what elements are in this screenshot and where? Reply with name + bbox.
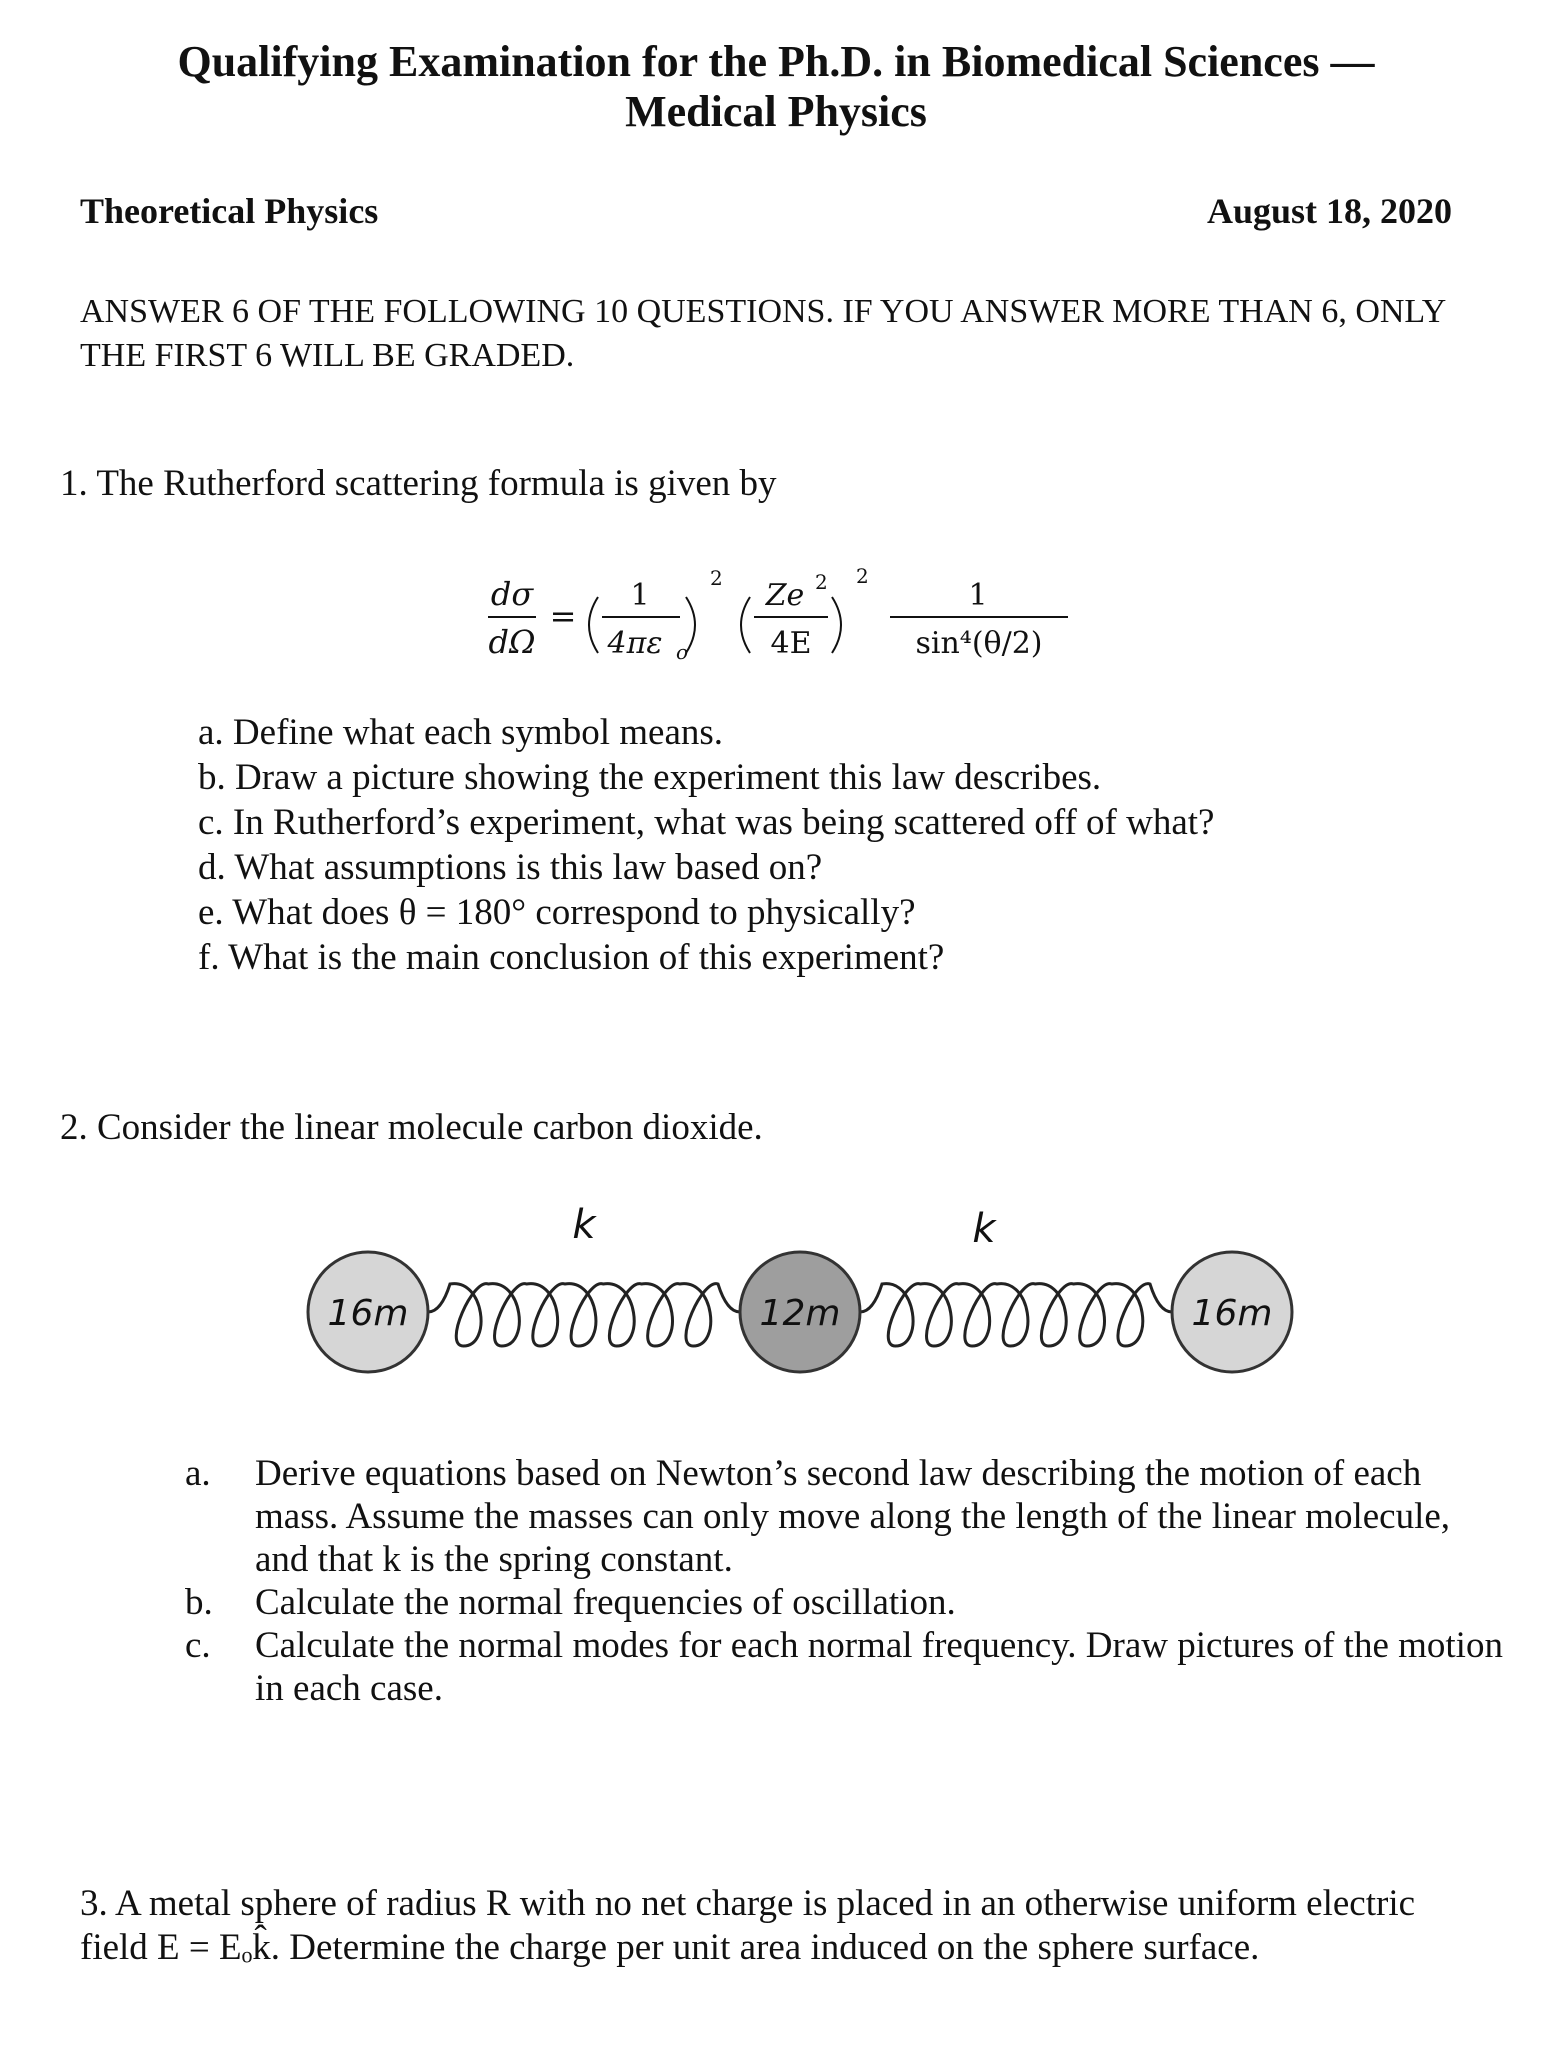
factor1-numerator: 1 <box>630 578 650 613</box>
section-heading: Theoretical Physics <box>80 191 379 231</box>
q1-part-c: c. In Rutherford’s experiment, what was being scattered off of what? <box>198 802 1215 843</box>
mass-center-label: 12m <box>759 1293 841 1334</box>
epsilon-subscript: o <box>676 640 689 664</box>
q1-part-f: f. What is the main conclusion of this experiment? <box>198 937 945 978</box>
q2-part-a-label: a. <box>185 1453 211 1494</box>
q2-part-a-text: Derive equations based on Newton’s second law describing the motion of each mass. Assume the masses can only move along the length of the linear molecule, and that k is the spring constant. <box>255 1453 1451 1580</box>
factor2-exponent: 2 <box>856 564 869 588</box>
factor1-exponent: 2 <box>710 566 723 590</box>
question-1-parts <box>198 710 1214 980</box>
question-1-intro: 1. The Rutherford scattering formula is given by <box>60 463 777 504</box>
factor3-denominator: sin⁴(θ/2) <box>915 626 1043 661</box>
exam-title-line1: Qualifying Examination for the Ph.D. in Biomedical Sciences — <box>177 37 1375 86</box>
q2-part-c-label: c. <box>185 1625 211 1666</box>
question-2-parts <box>165 1452 1505 1710</box>
mass-left-label: 16m <box>327 1293 409 1334</box>
mass-right-label: 16m <box>1191 1293 1273 1334</box>
q2-part-c <box>165 1624 1505 1710</box>
exam-date: August 18, 2020 <box>1206 191 1452 231</box>
spring-right <box>860 1284 1172 1346</box>
q1-part-a: a. Define what each symbol means. <box>198 712 724 753</box>
question-3: 3. A metal sphere of radius R with no net charge is placed in an otherwise uniform electric field E = Eₒk̂. Determine the charge per unit area induced on the sphere surface. <box>80 1883 1416 1968</box>
q1-part-e: e. What does θ = 180° correspond to physically? <box>198 892 916 933</box>
q2-part-a <box>165 1452 1505 1581</box>
factor2-numerator: Ze <box>765 578 805 613</box>
question-2-intro: 2. Consider the linear molecule carbon dioxide. <box>60 1107 763 1148</box>
exam-title-line2: Medical Physics <box>625 87 927 136</box>
left-paren-1 <box>589 597 598 653</box>
spring-constant-right: k <box>972 1206 996 1252</box>
spring-left <box>428 1284 740 1346</box>
q2-part-b-label: b. <box>185 1582 213 1623</box>
q2-part-b-text: Calculate the normal frequencies of oscillation. <box>255 1582 956 1623</box>
rutherford-formula <box>480 555 1100 680</box>
factor3-numerator: 1 <box>968 578 988 613</box>
co2-spring-diagram <box>300 1200 1300 1390</box>
lhs-denominator: dΩ <box>488 623 536 661</box>
q1-part-b: b. Draw a picture showing the experiment this law describes. <box>198 757 1102 798</box>
lhs-numerator: dσ <box>490 575 534 613</box>
q2-part-b <box>165 1581 1505 1624</box>
charge-squared: 2 <box>815 570 828 594</box>
spring-constant-left: k <box>572 1202 596 1248</box>
factor1-denominator: 4πε <box>607 626 663 661</box>
right-paren-2 <box>832 597 841 653</box>
left-paren-2 <box>741 597 750 653</box>
equals-sign: = <box>549 597 577 635</box>
factor2-denominator: 4E <box>770 626 812 661</box>
instructions: ANSWER 6 OF THE FOLLOWING 10 QUESTIONS. IF YOU ANSWER MORE THAN 6, ONLY THE FIRST 6 WILL BE GRADED. <box>80 293 1446 374</box>
q1-part-d: d. What assumptions is this law based on? <box>198 847 823 888</box>
q2-part-c-text: Calculate the normal modes for each normal frequency. Draw pictures of the motion in each case. <box>255 1625 1503 1709</box>
